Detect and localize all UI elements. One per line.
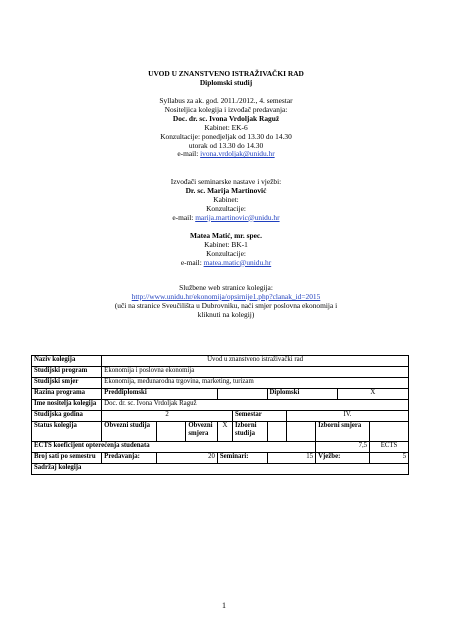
table-label-sati: Broj sati po semestru bbox=[32, 453, 102, 464]
syllabus-info bbox=[60, 97, 392, 159]
seminar-person-1-cabinet: Kabinet: bbox=[213, 194, 239, 204]
web-heading: Službene web stranice kolegija: bbox=[179, 283, 273, 292]
table-ects-unit: ECTS bbox=[370, 442, 409, 453]
seminar-person-2-cabinet: Kabinet: BK-1 bbox=[204, 239, 248, 249]
table-izborni-smjera-mark bbox=[370, 422, 409, 442]
table-value-ects: 7,5 bbox=[316, 442, 370, 453]
table-label-vjezbe: Vježbe: bbox=[316, 453, 370, 464]
table-label-status: Status kolegija bbox=[32, 422, 102, 442]
seminar-person-2-consult: Konzultacije: bbox=[206, 248, 246, 258]
course-title: UVOD U ZNANSTVENO ISTRAŽIVAČKI RAD bbox=[148, 69, 304, 78]
seminar-heading: Izvođači seminarske nastave i vježbi: bbox=[170, 177, 282, 186]
table-razina-pred-mark bbox=[217, 389, 267, 400]
table-value-program: Ekonomija i poslovna ekonomija bbox=[102, 367, 409, 378]
table-row bbox=[32, 411, 409, 422]
seminar-person-2-email-link[interactable]: matea.matic@unidu.hr bbox=[203, 257, 272, 267]
table-row bbox=[32, 464, 409, 475]
web-note-2: kliknuti na kolegij) bbox=[197, 309, 255, 319]
table-razina-dipl-mark: X bbox=[337, 389, 408, 400]
table-razina-diplomski: Diplomski bbox=[267, 389, 337, 400]
table-label-semestar: Semestar bbox=[232, 411, 286, 422]
table-label-predavanja: Predavanja: bbox=[102, 453, 157, 464]
holder-heading: Nositeljica kolegija i izvođač predavanja: bbox=[164, 104, 288, 114]
table-value-semestar: IV. bbox=[286, 411, 408, 422]
table-row bbox=[32, 400, 409, 411]
table-value-nositelj: Doc. dr. sc. Ivona Vrdoljak Raguž bbox=[102, 400, 409, 411]
table-row bbox=[32, 367, 409, 378]
table-value-godina: 2 bbox=[102, 411, 233, 422]
holder-email-link[interactable]: ivona.vrdoljak@unidu.hr bbox=[200, 149, 275, 159]
syllabus-year-line: Syllabus za ak. god. 2011./2012., 4. semestar bbox=[159, 96, 293, 105]
table-obvezni-smjera-mark: X bbox=[217, 422, 232, 442]
table-label-nositelj: Ime nositelja kolegija bbox=[32, 400, 102, 411]
web-note-1: (uči na stranice Sveučilišta u Dubrovniku, naći smjer poslovna ekonomija i bbox=[114, 300, 338, 310]
seminar-person-1-name: Dr. sc. Marija Martinović bbox=[185, 185, 267, 195]
document-header bbox=[60, 70, 392, 88]
seminar-person-2-email-line bbox=[60, 259, 392, 268]
table-value-naziv: Uvod u znanstveno istraživački rad bbox=[102, 356, 409, 367]
table-label-sadrzaj: Sadržaj kolegija bbox=[32, 464, 409, 475]
study-level: Diplomski studij bbox=[199, 77, 253, 87]
seminar-person-1-consult: Konzultacije: bbox=[206, 203, 246, 213]
web-info bbox=[60, 284, 392, 320]
holder-consultations-2: utorak od 13.30 do 14.30 bbox=[188, 140, 264, 150]
email-label: e-mail: bbox=[180, 257, 204, 267]
page-number: 1 bbox=[222, 601, 226, 610]
table-row bbox=[32, 378, 409, 389]
table-label-naziv: Naziv kolegija bbox=[32, 356, 102, 367]
email-label: e-mail: bbox=[177, 149, 201, 159]
table-label-ects: ECTS koeficijent opterećenja studenata bbox=[32, 442, 316, 453]
table-row bbox=[32, 389, 409, 400]
table-label-seminari: Seminari: bbox=[217, 453, 267, 464]
table-label-smjer: Studijski smjer bbox=[32, 378, 102, 389]
web-url-link[interactable]: http://www.unidu.hr/ekonomija/opsirnije1.php?clanak_id=2015 bbox=[131, 291, 321, 301]
holder-consultations: Konzultacije: ponedjeljak od 13.30 do 14.30 bbox=[160, 131, 292, 141]
table-label-razina: Razina programa bbox=[32, 389, 102, 400]
table-value-predavanja: 20 bbox=[157, 453, 218, 464]
seminar-person-1-email-link[interactable]: marija.martinovic@unidu.hr bbox=[195, 212, 280, 222]
table-value-smjer: Ekonomija, međunarodna trgovina, marketing, turizam bbox=[102, 378, 409, 389]
table-obvezni-studija-mark bbox=[157, 422, 186, 442]
syllabus-table bbox=[31, 355, 409, 475]
table-value-seminari: 15 bbox=[267, 453, 316, 464]
holder-name: Doc. dr. sc. Ivona Vrdoljak Raguž bbox=[172, 113, 280, 123]
seminar-info bbox=[60, 178, 392, 223]
table-izborni-studija-mark bbox=[267, 422, 286, 442]
seminar-person-1-email-line bbox=[60, 214, 392, 223]
email-label: e-mail: bbox=[172, 212, 196, 222]
table-row bbox=[32, 442, 409, 453]
table-empty-cell bbox=[286, 422, 315, 442]
table-razina-preddiplomski: Preddiplomski bbox=[102, 389, 218, 400]
table-izborni-studija: Izborni studija bbox=[232, 422, 267, 442]
table-obvezni-smjera: Obvezni smjera bbox=[186, 422, 217, 442]
table-label-program: Studijski program bbox=[32, 367, 102, 378]
table-row bbox=[32, 422, 409, 442]
table-obvezni-studija: Obvezni studija bbox=[102, 422, 157, 442]
holder-cabinet: Kabinet: EK-6 bbox=[204, 122, 248, 132]
table-izborni-smjera: Izborni smjera bbox=[316, 422, 370, 442]
seminar-person-2 bbox=[60, 232, 392, 268]
holder-email-line bbox=[60, 150, 392, 159]
table-row bbox=[32, 453, 409, 464]
table-row bbox=[32, 356, 409, 367]
table-value-vjezbe: 5 bbox=[370, 453, 409, 464]
table-label-godina: Studijska godina bbox=[32, 411, 102, 422]
seminar-person-2-name: Matea Matić, mr. spec. bbox=[190, 231, 262, 240]
